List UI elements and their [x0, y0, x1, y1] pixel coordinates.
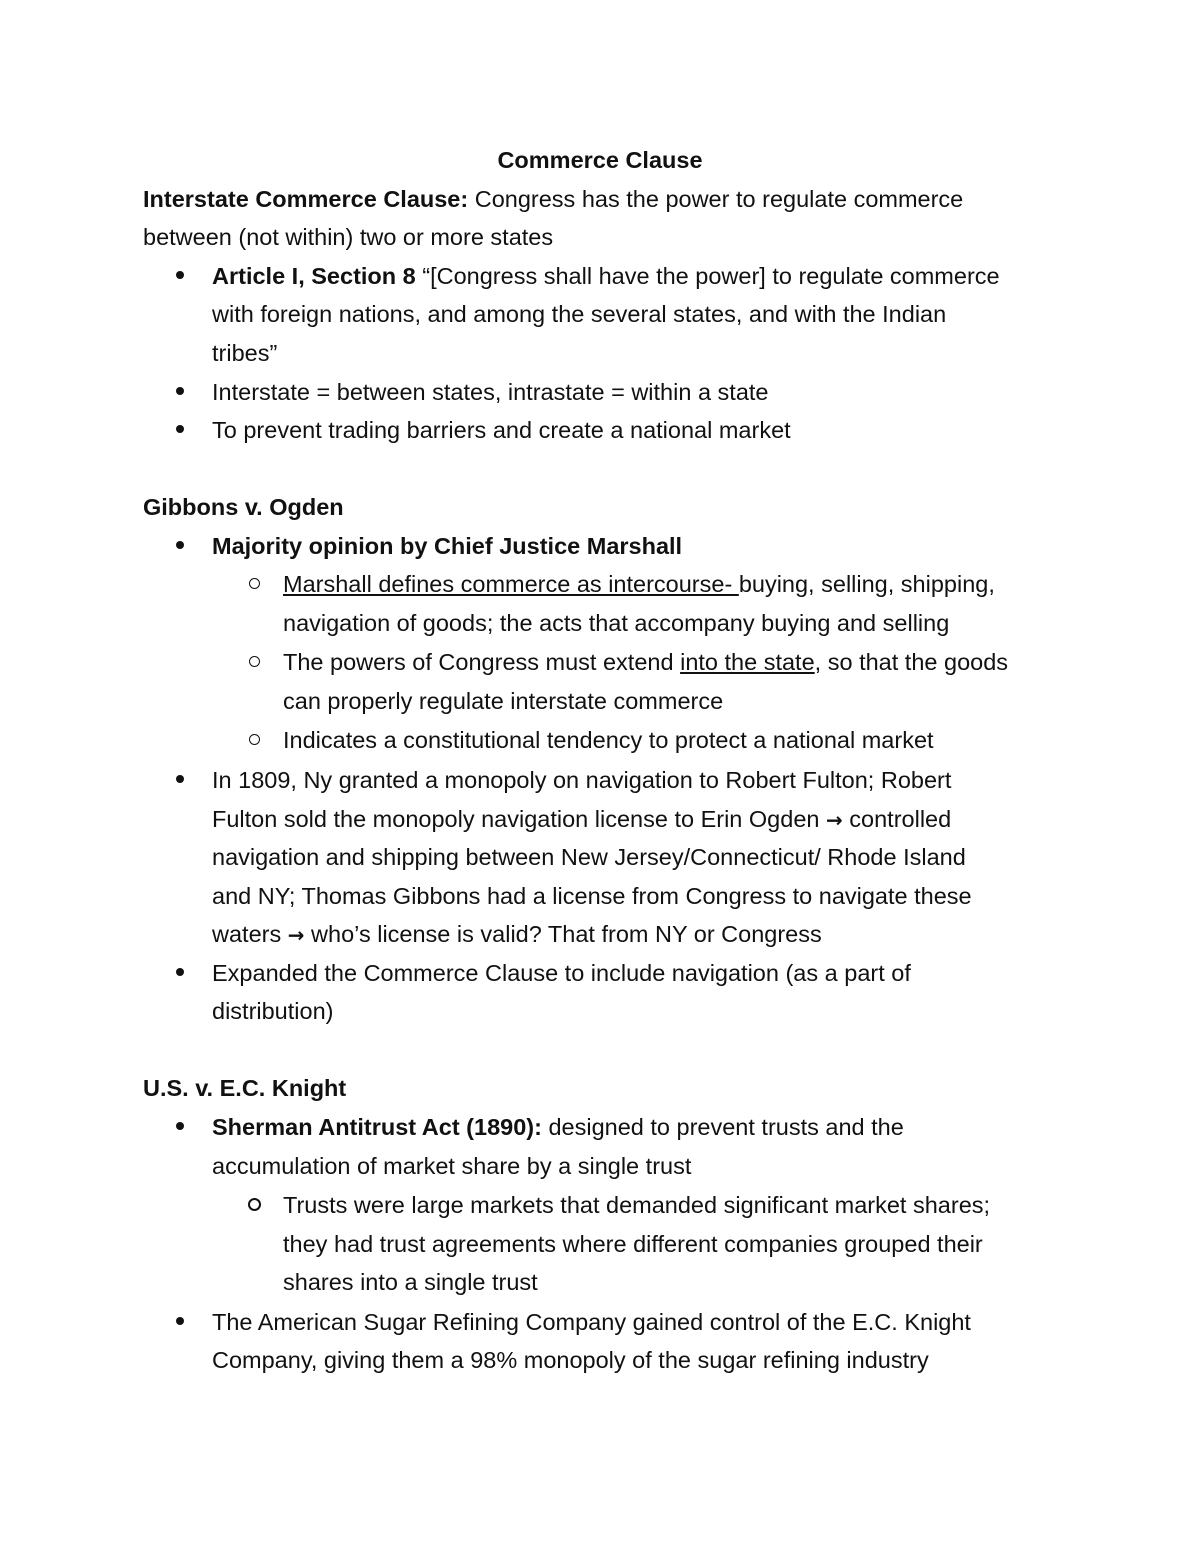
facts-text: controlled — [842, 806, 952, 832]
sherman-bullet-line2: accumulation of market share by a single trust — [212, 1153, 692, 1179]
intro-definition-line2: between (not within) two or more states — [143, 224, 554, 250]
powers-sub-bullet — [283, 647, 1008, 677]
marshall-defines-rest: buying, selling, shipping, — [738, 571, 995, 597]
trusts-sub-bullet-line2: they had trust agreements where different companies grouped their — [283, 1231, 983, 1257]
facts-bullet-line3: navigation and shipping between New Jersey/Connecticut/ Rhode Island — [212, 844, 966, 870]
sherman-text: designed to prevent trusts and the — [541, 1114, 904, 1140]
article-quote-line2: with foreign nations, and among the several states, and with the Indian — [212, 301, 947, 327]
facts-text: who’s license is valid? That from NY or Congress — [304, 921, 822, 947]
bullet-icon — [176, 387, 184, 395]
facts-bullet-line5 — [212, 919, 822, 949]
marshall-sub-bullet-line2: navigation of goods; the acts that accompany buying and selling — [283, 610, 950, 636]
interstate-bullet: Interstate = between states, intrastate = within a state — [212, 379, 769, 405]
intro-term: Interstate Commerce Clause: — [143, 186, 469, 212]
powers-start: The powers of Congress must extend — [283, 649, 681, 675]
powers-underlined: into the state — [680, 649, 815, 675]
sub-bullet-icon — [248, 1198, 261, 1211]
sub-bullet-icon — [249, 656, 260, 667]
powers-sub-bullet-line2: can properly regulate interstate commerce — [283, 688, 724, 714]
bullet-icon — [176, 1122, 184, 1130]
sherman-bullet — [212, 1112, 904, 1142]
article-label: Article I, Section 8 — [212, 263, 416, 289]
intro-definition: Congress has the power to regulate commerce — [468, 186, 964, 212]
article-quote-line3: tribes” — [212, 340, 278, 366]
bullet-icon — [176, 775, 184, 783]
sub-bullet-icon — [249, 734, 260, 745]
sub-bullet-icon — [249, 578, 260, 589]
arrow-right-icon: → — [825, 808, 843, 832]
tendency-sub-bullet: Indicates a constitutional tendency to protect a national market — [283, 727, 934, 753]
facts-bullet-line1: In 1809, Ny granted a monopoly on navigation to Robert Fulton; Robert — [212, 767, 952, 793]
article-bullet — [212, 261, 1000, 291]
page-title: Commerce Clause — [497, 147, 703, 173]
bullet-icon — [176, 271, 184, 279]
facts-text: Fulton sold the monopoly navigation license to Erin Ogden — [212, 806, 826, 832]
marshall-defines-underlined: Marshall defines commerce as intercourse- — [283, 571, 739, 597]
arrow-right-icon: → — [287, 923, 305, 947]
trusts-sub-bullet-line1: Trusts were large markets that demanded significant market shares; — [283, 1192, 991, 1218]
bullet-icon — [176, 1317, 184, 1325]
facts-bullet-line2 — [212, 804, 951, 834]
bullet-icon — [176, 541, 184, 549]
section-heading-gibbons: Gibbons v. Ogden — [143, 494, 344, 520]
powers-end: , so that the goods — [814, 649, 1009, 675]
sherman-label: Sherman Antitrust Act (1890): — [212, 1114, 542, 1140]
facts-bullet-line4: and NY; Thomas Gibbons had a license from Congress to navigate these — [212, 883, 972, 909]
sugar-bullet-line1: The American Sugar Refining Company gained control of the E.C. Knight — [212, 1309, 971, 1335]
prevent-bullet: To prevent trading barriers and create a national market — [212, 417, 791, 443]
expanded-bullet-line1: Expanded the Commerce Clause to include navigation (as a part of — [212, 960, 911, 986]
bullet-icon — [176, 425, 184, 433]
bullet-icon — [176, 968, 184, 976]
article-quote: “[Congress shall have the power] to regulate commerce — [415, 263, 1000, 289]
sugar-bullet-line2: Company, giving them a 98% monopoly of the sugar refining industry — [212, 1347, 929, 1373]
intro-paragraph-line — [143, 184, 963, 214]
majority-bullet: Majority opinion by Chief Justice Marshall — [212, 533, 683, 559]
expanded-bullet-line2: distribution) — [212, 998, 334, 1024]
trusts-sub-bullet-line3: shares into a single trust — [283, 1269, 538, 1295]
section-heading-knight: U.S. v. E.C. Knight — [143, 1075, 347, 1101]
marshall-sub-bullet — [283, 569, 995, 599]
facts-text: waters — [212, 921, 288, 947]
